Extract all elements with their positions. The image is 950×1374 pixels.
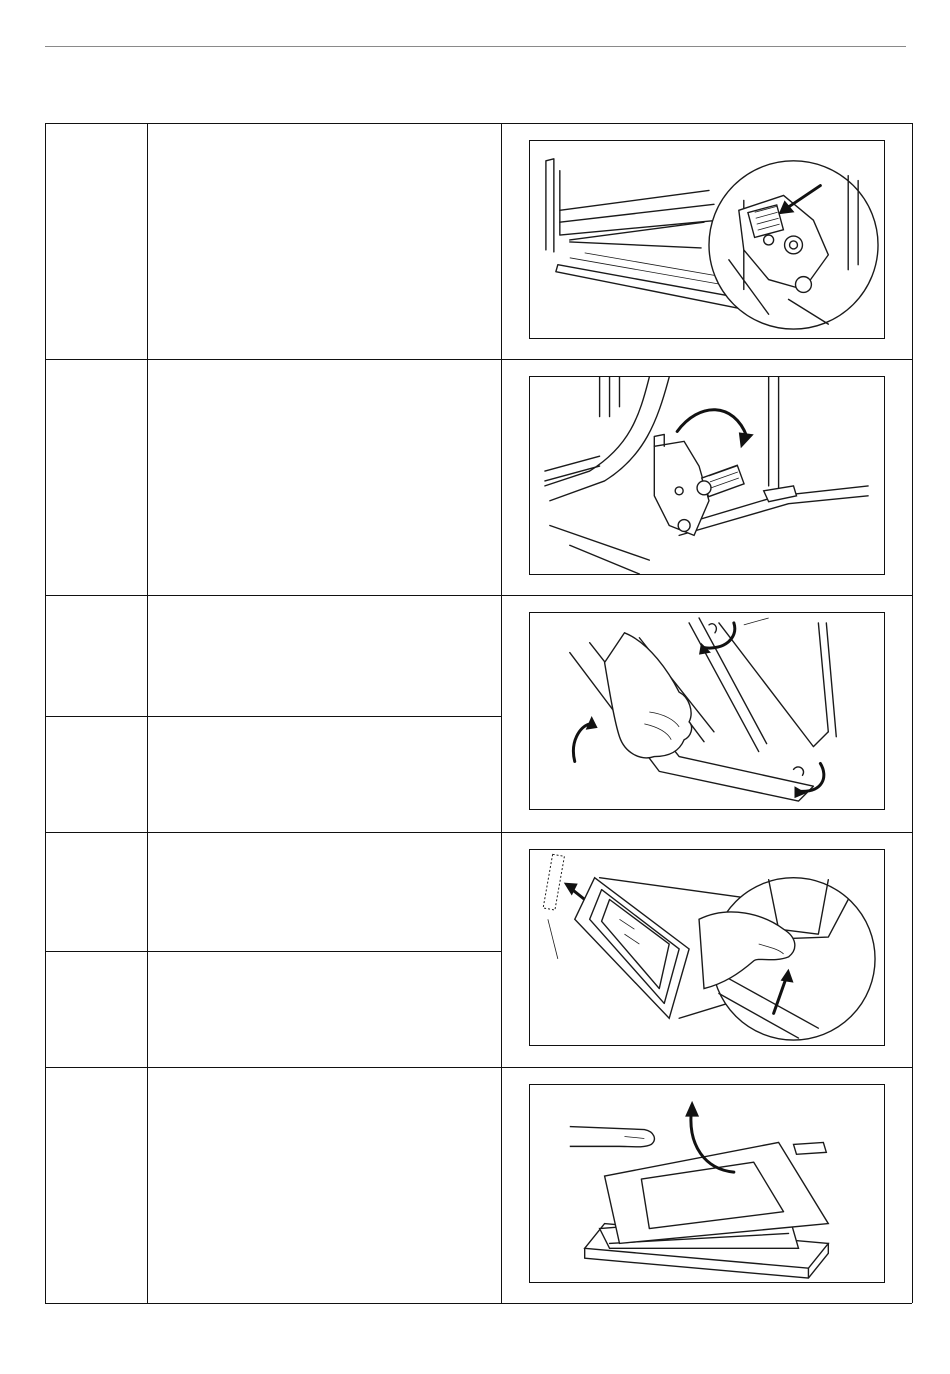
illustration-door-trim-release (529, 849, 885, 1046)
illustration-remove-glass-panel (529, 1084, 885, 1283)
text-cell (148, 717, 501, 832)
step-cell (46, 833, 147, 951)
table-border-right (912, 123, 913, 1303)
table-border-bottom (45, 1303, 912, 1304)
illustration-hinge-lever-rotate (529, 376, 885, 575)
text-cell (148, 952, 501, 1067)
text-cell (148, 124, 501, 359)
step-cell (46, 124, 147, 359)
illustration-lift-door (529, 612, 885, 810)
text-cell (148, 360, 501, 595)
step-cell (46, 596, 147, 716)
column-separator-figure (501, 123, 502, 1303)
top-rule (45, 46, 906, 47)
illustration-hinge-lever-arrow (529, 140, 885, 339)
step-cell (46, 360, 147, 595)
text-cell (148, 596, 501, 716)
step-cell (46, 952, 147, 1067)
step-cell (46, 1068, 147, 1303)
text-cell (148, 833, 501, 951)
step-cell (46, 717, 147, 832)
text-cell (148, 1068, 501, 1303)
